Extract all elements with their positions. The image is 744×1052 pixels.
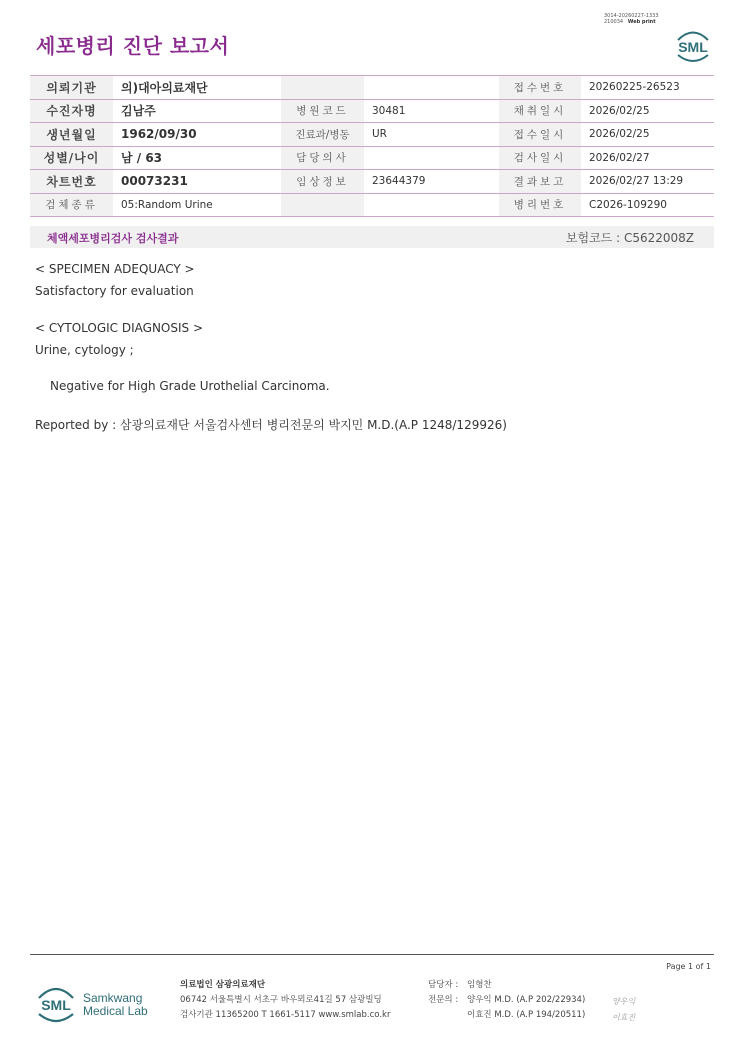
value-collection-date: 2026/02/25 — [581, 99, 714, 123]
label-hospital-code: 병원코드 — [281, 99, 364, 123]
org-contact: 검사기관 11365200 T 1661-5117 www.smlab.co.kr — [180, 1010, 391, 1020]
insurance-code: 보험코드 : C5622008Z — [565, 231, 694, 245]
print-code — [604, 13, 659, 25]
web-print-label: Web print — [627, 19, 656, 25]
value-accession-number: 20260225-26523 — [581, 76, 714, 100]
section-title: 체액세포병리검사 검사결과 — [47, 232, 179, 245]
org-name: 의료법인 삼광의료재단 — [180, 980, 266, 990]
label-sex-age: 성별/나이 — [30, 146, 113, 170]
diagnosis-text: Negative for High Grade Urothelial Carcinoma. — [50, 379, 330, 393]
value-birth-date: 1962/09/30 — [113, 123, 281, 147]
table-row — [30, 170, 714, 194]
staff-names — [467, 978, 585, 1023]
value-chart-number: 00073231 — [113, 170, 281, 194]
value-requesting-institution: 의)대아의료재단 — [113, 76, 281, 100]
logo-text: SML — [678, 39, 708, 55]
specialist-2: 이효진 M.D. (A.P 194/20511) — [467, 1010, 586, 1020]
value-physician — [364, 146, 499, 170]
value-empty — [364, 193, 499, 217]
value-empty — [364, 76, 499, 100]
label-test-date: 검사일시 — [499, 146, 581, 170]
label-clinical-info: 임상정보 — [281, 170, 364, 194]
signature-2: 이효진 — [612, 1013, 636, 1022]
value-result-report: 2026/02/27 13:29 — [581, 170, 714, 194]
value-clinical-info: 23644379 — [364, 170, 499, 194]
sml-logo-icon — [673, 27, 713, 63]
label-physician: 담당의사 — [281, 146, 364, 170]
staff-name: 임형찬 — [467, 980, 492, 990]
value-pathology-number: C2026-109290 — [581, 193, 714, 217]
label-result-report: 결과보고 — [499, 170, 581, 194]
table-row — [30, 123, 714, 147]
adequacy-heading: < SPECIMEN ADEQUACY > — [35, 262, 195, 276]
staff-label: 담당자 : — [428, 980, 459, 990]
label-receipt-date: 접수일시 — [499, 123, 581, 147]
adequacy-text: Satisfactory for evaluation — [35, 284, 194, 298]
value-sex-age: 남 / 63 — [113, 146, 281, 170]
label-empty — [281, 76, 364, 100]
result-section-bar — [30, 226, 714, 248]
label-department: 진료과/병동 — [281, 123, 364, 147]
org-address: 06742 서울특별시 서초구 바우뫼로41길 57 삼광빌딩 — [180, 995, 382, 1005]
specialist-1: 양우익 M.D. (A.P 202/22934) — [467, 995, 586, 1005]
page-number: Page 1 of 1 — [666, 962, 711, 971]
value-department: UR — [364, 123, 499, 147]
print-code-line1: 3014-20260227-1333 — [604, 13, 659, 19]
value-hospital-code: 30481 — [364, 99, 499, 123]
value-patient-name: 김남주 — [113, 99, 281, 123]
print-code-line2: 210034 — [604, 19, 624, 25]
logo-text: SML — [41, 997, 71, 1013]
specialist-label: 전문의 : — [428, 995, 459, 1005]
table-row — [30, 193, 714, 217]
diagnosis-site: Urine, cytology ; — [35, 343, 134, 357]
org-info — [180, 978, 390, 1023]
reported-by: Reported by : 삼광의료재단 서울검사센터 병리전문의 박지민 M.D.(A.P 1248/129926) — [35, 418, 507, 432]
samkwang-logo-icon — [36, 980, 156, 1026]
label-patient-name: 수진자명 — [30, 99, 113, 123]
table-row — [30, 99, 714, 123]
signature-1: 양우익 — [612, 997, 636, 1006]
label-chart-number: 차트번호 — [30, 170, 113, 194]
diagnosis-heading: < CYTOLOGIC DIAGNOSIS > — [35, 321, 204, 335]
label-pathology-number: 병리번호 — [499, 193, 581, 217]
table-row — [30, 146, 714, 170]
footer-divider — [30, 954, 714, 955]
table-row — [30, 76, 714, 100]
value-receipt-date: 2026/02/25 — [581, 123, 714, 147]
value-test-date: 2026/02/27 — [581, 146, 714, 170]
value-specimen-type: 05:Random Urine — [113, 193, 281, 217]
brand-line2: Medical Lab — [83, 1004, 148, 1018]
label-specimen-type: 검체종류 — [30, 193, 113, 217]
patient-info-table — [30, 75, 714, 217]
label-empty — [281, 193, 364, 217]
label-accession-number: 접수번호 — [499, 76, 581, 100]
label-collection-date: 채취일시 — [499, 99, 581, 123]
brand-line1: Samkwang — [83, 991, 143, 1005]
report-title: 세포병리 진단 보고서 — [36, 34, 230, 58]
label-requesting-institution: 의뢰기관 — [30, 76, 113, 100]
staff-labels — [428, 978, 458, 1008]
label-birth-date: 생년월일 — [30, 123, 113, 147]
